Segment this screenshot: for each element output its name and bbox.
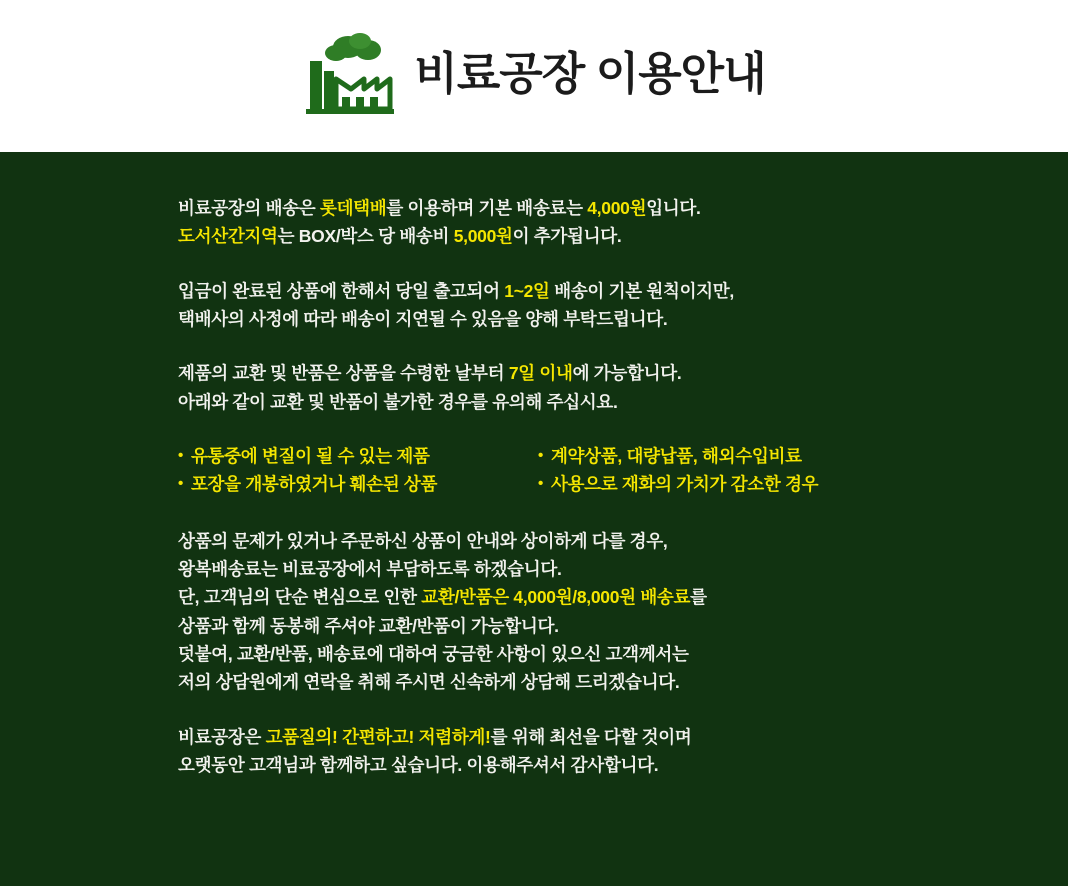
remote-area-fee: 5,000원 <box>453 226 513 247</box>
fees-line-6: 저의 상담원에게 연락을 취해 주시면 신속하게 상담해 드리겠습니다. <box>178 672 680 693</box>
shipping-line-2-text-d: 이 추가됩니다. <box>512 226 622 247</box>
exclusion-list <box>178 442 918 499</box>
factory-trees-logo-icon <box>302 31 398 115</box>
exclusion-column-right <box>538 442 818 499</box>
dispatch-line-1-text-a: 입금이 완료된 상품에 한해서 당일 출고되어 <box>178 280 505 301</box>
returns-window: 7일 이내 <box>508 363 573 384</box>
shipping-line-1-text-c: 를 이용하며 기본 배송료는 <box>386 198 588 218</box>
dispatch-line-1 <box>178 277 918 305</box>
closing-line-2: 오랫동안 고객님과 함께하고 싶습니다. 이용해주셔서 감사합니다. <box>178 755 659 776</box>
exchange-return-fee: 교환/반품은 4,000원/8,000원 배송료 <box>421 587 691 608</box>
exclusion-column-left <box>178 442 538 499</box>
closing-line-1 <box>178 723 918 751</box>
dispatch-line-1-text-c: 배송이 기본 원칙이지만, <box>549 280 734 301</box>
info-panel <box>0 152 1068 886</box>
fees-line-2: 왕복배송료는 비료공장에서 부담하도록 하겠습니다. <box>178 559 562 580</box>
returns-line-1-text-c: 에 가능합니다. <box>572 363 682 384</box>
fees-line-3 <box>178 583 918 611</box>
closing-line-1-text-a: 비료공장은 <box>178 726 266 747</box>
returns-line-1 <box>178 359 918 387</box>
fees-line-5: 덧붙여, 교환/반품, 배송료에 대하여 궁금한 사항이 있으신 고객께서는 <box>178 644 689 665</box>
list-item: • 포장을 개봉하였거나 훼손된 상품 <box>178 470 538 498</box>
fees-line-3-text-c: 를 <box>690 587 707 608</box>
returns-paragraph <box>178 359 918 416</box>
list-item: • 유통중에 변질이 될 수 있는 제품 <box>178 442 538 470</box>
page-title: 비료공장 이용안내 <box>414 47 766 99</box>
dispatch-line-2: 택배사의 사정에 따라 배송이 지연될 수 있음을 양해 부탁드립니다. <box>178 309 668 330</box>
brand-slogan: 고품질의! 간편하고! 저렴하게! <box>265 726 491 747</box>
returns-line-2: 아래와 같이 교환 및 반품이 불가한 경우를 유의해 주십시요. <box>178 391 618 412</box>
info-content <box>178 194 918 780</box>
shipping-line-2-text-b: 는 BOX/박스 당 배송비 <box>277 226 454 247</box>
fees-line-1: 상품의 문제가 있거나 주문하신 상품이 안내와 상이하게 다를 경우, <box>178 530 668 551</box>
list-item: • 사용으로 재화의 가치가 감소한 경우 <box>538 470 818 498</box>
returns-line-1-text-a: 제품의 교환 및 반품은 상품을 수령한 날부터 <box>178 363 509 384</box>
page-header <box>0 0 1068 152</box>
list-item: • 계약상품, 대량납품, 해외수입비료 <box>538 442 818 470</box>
shipping-line-1-text-a: 비료공장의 배송은 <box>178 198 320 218</box>
fees-line-4: 상품과 함께 동봉해 주셔야 교환/반품이 가능합니다. <box>178 615 559 636</box>
shipping-line-1 <box>178 194 918 222</box>
shipping-line-1-text-e: 입니다. <box>646 198 701 218</box>
shipping-paragraph <box>178 194 918 251</box>
shipping-line-2 <box>178 222 918 250</box>
fees-paragraph <box>178 527 918 697</box>
closing-line-1-text-c: 를 위해 최선을 다할 것이며 <box>490 726 692 747</box>
dispatch-paragraph <box>178 277 918 334</box>
shipping-courier: 롯데택배 <box>319 198 387 218</box>
remote-area-label: 도서산간지역 <box>178 226 278 247</box>
closing-paragraph <box>178 723 918 780</box>
dispatch-duration: 1~2일 <box>504 280 550 301</box>
fees-line-3-text-a: 단, 고객님의 단순 변심으로 인한 <box>178 587 422 608</box>
shipping-base-fee: 4,000원 <box>587 198 647 218</box>
